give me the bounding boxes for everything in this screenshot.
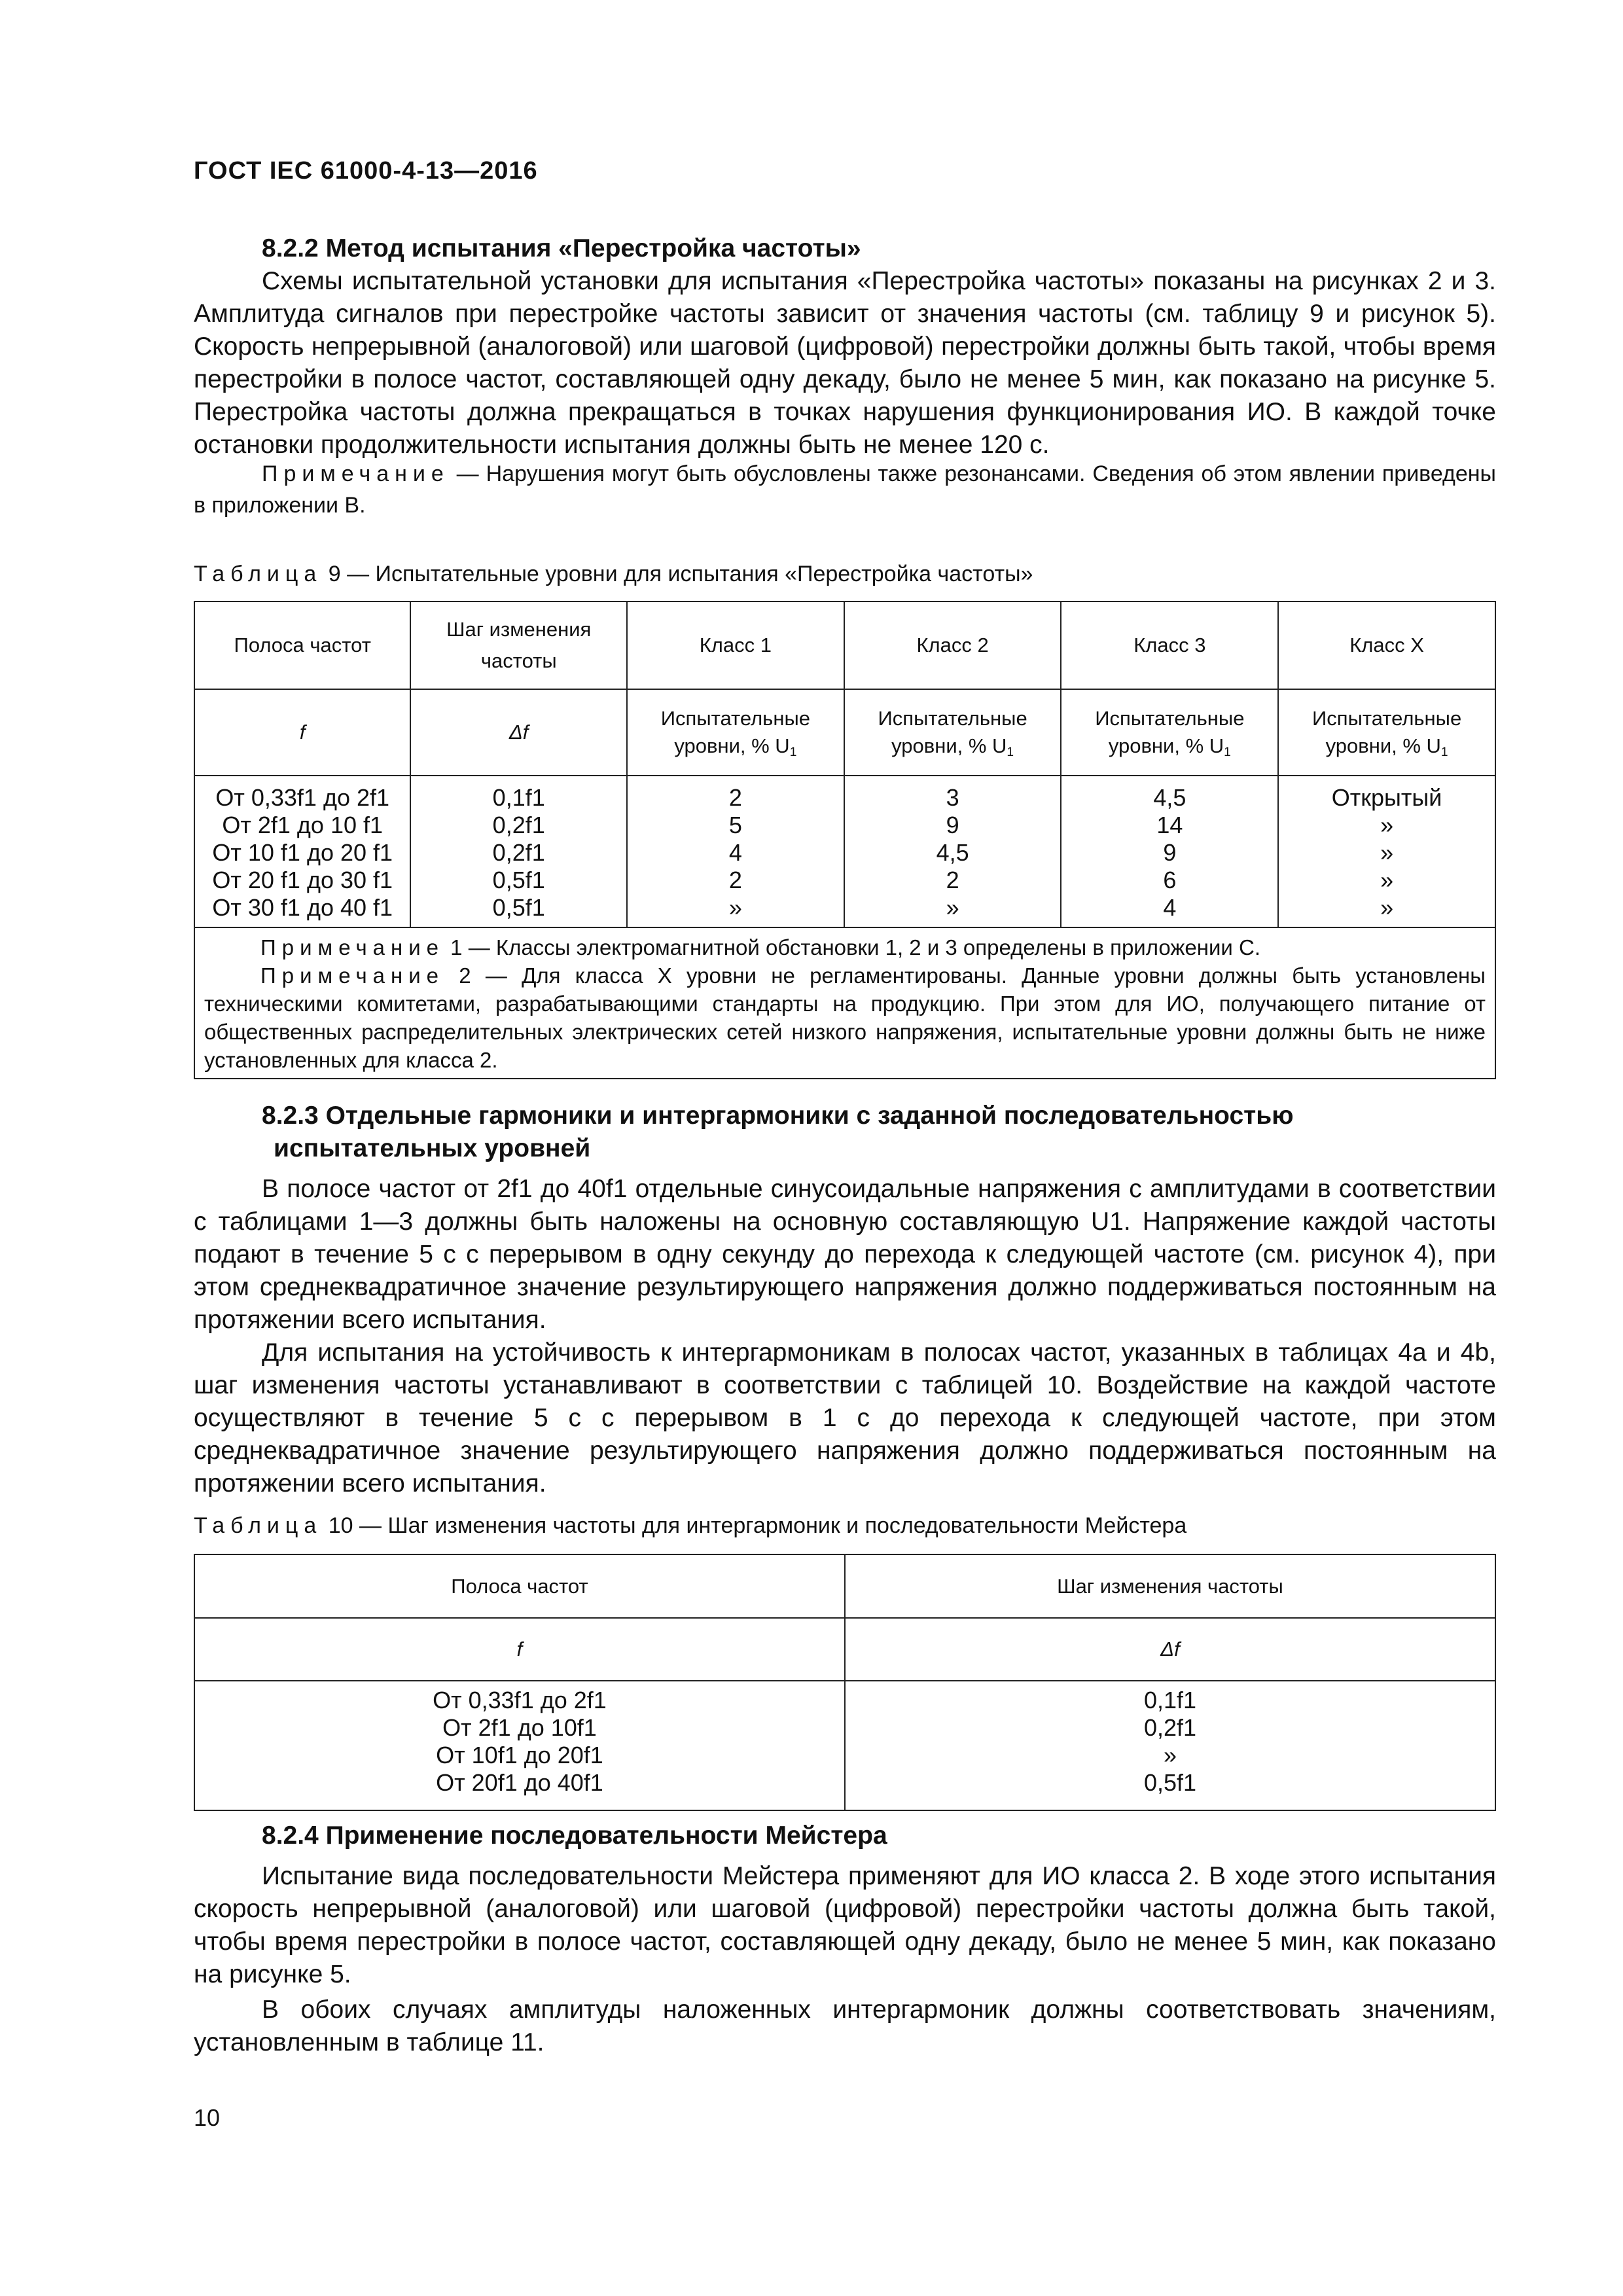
page-number: 10 <box>194 2104 221 2131</box>
header-cell: Испытательные уровни, % $U_1$ <box>627 689 844 776</box>
class3-column <box>1061 776 1278 927</box>
caption-text: 9 — Испытательные уровни для испытания «Перестройка частоты» <box>322 562 1033 586</box>
table-cell: От 0,33f1 до 2f1 <box>215 784 390 811</box>
section-8-2-2 <box>194 232 1496 461</box>
class1-column <box>627 776 844 927</box>
table-header-row <box>194 601 1495 689</box>
document-header: ГОСТ IEC 61000-4-13—2016 <box>194 157 538 185</box>
header-cell: Класс X <box>1278 601 1495 689</box>
table-cell: 2 <box>728 867 742 893</box>
header-cell: Δf <box>410 689 627 776</box>
table-header-row <box>194 1554 1495 1618</box>
caption-label: Таблица <box>194 1513 323 1538</box>
caption-text: 10 — Шаг изменения частоты для интергармоник и последовательности Мейстера <box>322 1513 1187 1538</box>
section-heading: 8.2.3 Отдельные гармоники и интергармоники с заданной последовательностью <box>262 1102 1294 1130</box>
header-cell: Шаг изменения частоты <box>845 1554 1495 1618</box>
table-cell: От 2f1 до 10 f1 <box>222 812 383 838</box>
table-cell: 0,2f1 <box>492 812 545 838</box>
paragraph: В обоих случаях амплитуды наложенных интергармоник должны соответствовать значениям, установленным в таблице 11. <box>194 1996 1496 2056</box>
section-heading: 8.2.4 Применение последовательности Мейстера <box>262 1821 887 1850</box>
section-heading: 8.2.2 Метод испытания «Перестройка частоты» <box>262 234 861 262</box>
header-cell: f <box>194 1618 845 1681</box>
table-cell: 0,5f1 <box>492 867 545 893</box>
header-cell: f <box>194 689 410 776</box>
table-cell: 0,5f1 <box>492 894 545 921</box>
caption-label: Таблица <box>194 562 323 586</box>
table-cell: 2 <box>728 784 742 811</box>
table-9 <box>194 601 1496 1079</box>
table-note-2: Примечание 2 — Для класса X уровни не регламентированы. Данные уровни должны быть установлены техническими комитетами, разрабатывающими стандарты на продукцию. При этом для ИО, получающего питание от общественных распределительных электрических сетей низкого напряжения, испытательные уровни должны быть не ниже установленных для класса 2. <box>204 963 1486 1072</box>
table-cell: » <box>1380 894 1394 921</box>
table-cell: 0,2f1 <box>1143 1714 1197 1741</box>
table-cell: 3 <box>946 784 959 811</box>
table-cell: 0,5f1 <box>1143 1769 1197 1796</box>
paragraph: Схемы испытательной установки для испытания «Перестройка частоты» показаны на рисунках 2 и 3. Амплитуда сигналов при перестройке частоты зависит от значения частоты (см. таблицу 9 и рисунок 5). Скорость непрерывной (аналоговой) или шаговой (цифровой) перестройки должны быть такой, чтобы время перестройки в полосе частот, составляющей одну декаду, было не менее 5 мин, как показано на рисунке 5. Перестройка частоты должна прекращаться в точках нарушения функционирования ИО. В каждой точке остановки продолжительности испытания должны быть не менее 120 с. <box>194 267 1496 459</box>
header-cell: Полоса частот <box>194 1554 845 1618</box>
header-cell: Полоса частот <box>194 601 410 689</box>
table-cell: От 20f1 до 40f1 <box>436 1769 603 1796</box>
table-cell: » <box>1380 812 1394 838</box>
table-10-caption <box>194 1513 1186 1539</box>
header-cell: Испытательные уровни, % $U_1$ <box>844 689 1061 776</box>
note-label: Примечание <box>262 461 450 486</box>
level-label: Испытательные уровни, % U <box>660 707 810 757</box>
table-cell: 2 <box>946 867 959 893</box>
table-cell: 4,5 <box>1153 784 1186 811</box>
table-cell: 4 <box>1163 894 1177 921</box>
table-cell: 6 <box>1163 867 1177 893</box>
table-cell: 5 <box>728 812 742 838</box>
table-9-caption <box>194 562 1033 587</box>
classx-column <box>1278 776 1495 927</box>
header-cell: Класс 1 <box>627 601 844 689</box>
table-cell: 4,5 <box>936 839 969 866</box>
table-note-1: Примечание 1 — Классы электромагнитной обстановки 1, 2 и 3 определены в приложении С. <box>260 935 1261 960</box>
table-cell: 14 <box>1156 812 1183 838</box>
level-label: Испытательные уровни, % U <box>878 707 1027 757</box>
table-notes-row <box>194 927 1495 1079</box>
table-cell: 0,1f1 <box>1143 1687 1197 1713</box>
table-cell: От 30 f1 до 40 f1 <box>212 894 393 921</box>
table-cell: » <box>1380 839 1394 866</box>
header-cell: Шаг изменения частоты <box>410 601 627 689</box>
table-cell: Открытый <box>1331 784 1442 811</box>
header-cell: Δf <box>845 1618 1495 1681</box>
header-cell: Испытательные уровни, % $U_1$ <box>1278 689 1495 776</box>
table-subheader-row <box>194 1618 1495 1681</box>
table-subheader-row <box>194 689 1495 776</box>
table-cell: » <box>946 894 959 921</box>
header-cell: Класс 3 <box>1061 601 1278 689</box>
table-cell: От 0,33f1 до 2f1 <box>433 1687 607 1713</box>
table-cell: От 20 f1 до 30 f1 <box>212 867 393 893</box>
paragraph: В полосе частот от 2f1 до 40f1 отдельные синусоидальные напряжения с амплитудами в соответствии с таблицами 1—3 должны быть наложены на основную составляющую U1. Напряжение каждой частоты подают в течение 5 с с перерывом в одну секунду до перехода к следующей частоте (см. рисунок 4), при этом среднеквадратичное значение результирующего напряжения должно поддерживаться постоянным на протяжении всего испытания. <box>194 1175 1496 1334</box>
section-8-2-4 <box>194 1820 1496 2059</box>
header-cell: Класс 2 <box>844 601 1061 689</box>
table-cell: От 10 f1 до 20 f1 <box>212 839 393 866</box>
table-cell: 9 <box>1163 839 1177 866</box>
note-text: — Нарушения могут быть обусловлены также резонансами. Сведения об этом явлении приведены в приложении В. <box>194 461 1496 518</box>
header-cell: Испытательные уровни, % $U_1$ <box>1061 689 1278 776</box>
table-cell: 9 <box>946 812 959 838</box>
table-cell: От 2f1 до 10f1 <box>442 1714 597 1741</box>
level-label: Испытательные уровни, % U <box>1312 707 1462 757</box>
class2-column <box>844 776 1061 927</box>
band-column <box>194 1681 845 1810</box>
table-cell: » <box>1380 867 1394 893</box>
table-data-row <box>194 1681 1495 1810</box>
paragraph: Для испытания на устойчивость к интергармоникам в полосах частот, указанных в таблицах 4а и 4b, шаг изменения частоты устанавливают в соответствии с таблицей 10. Воздействие на каждой частоте осуществляют в течение 5 с с перерывом в 1 с до перехода к следующей частоте, при этом среднеквадратичное значение результирующего напряжения должно поддерживаться постоянным на протяжении всего испытания. <box>194 1338 1496 1498</box>
table-cell: 4 <box>728 839 742 866</box>
table-cell: От 10f1 до 20f1 <box>436 1742 603 1768</box>
table-cell: » <box>728 894 742 921</box>
table-cell: 0,1f1 <box>492 784 545 811</box>
band-column <box>194 776 410 927</box>
step-column <box>410 776 627 927</box>
note <box>194 458 1496 521</box>
table-notes <box>194 927 1495 1079</box>
step-column <box>845 1681 1495 1810</box>
table-10 <box>194 1554 1496 1811</box>
table-data-row <box>194 776 1495 927</box>
level-label: Испытательные уровни, % U <box>1095 707 1245 757</box>
table-cell: » <box>1163 1742 1177 1768</box>
section-8-2-3 <box>194 1100 1496 1500</box>
section-heading-cont: испытательных уровней <box>274 1134 591 1162</box>
paragraph: Испытание вида последовательности Мейстера применяют для ИО класса 2. В ходе этого испытания скорость непрерывной (аналоговой) или шаговой (цифровой) перестройки частоты должна быть такой, чтобы время перестройки в полосе частот, составляющей одну декаду, было не менее 5 мин, как показано на рисунке 5. <box>194 1862 1496 1988</box>
table-cell: 0,2f1 <box>492 839 545 866</box>
